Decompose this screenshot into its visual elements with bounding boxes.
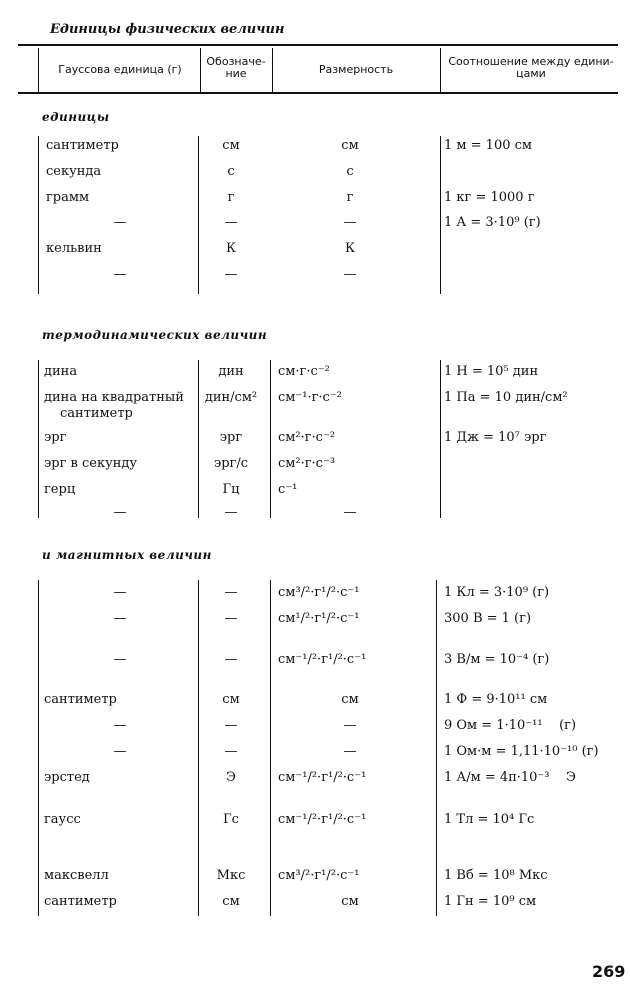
header-col-relation: Соотношение между едини- цами [448,55,614,80]
s3-sep-3 [436,580,437,916]
row-dimension: см⁻¹/²·г¹/²·с⁻¹ [278,652,367,667]
row-relation: 9 Ом = 1·10⁻¹¹ (г) [444,718,577,733]
row-name: эрг [44,430,67,445]
row-dimension: см¹/²·г¹/²·с⁻¹ [278,611,360,626]
row-name: — [113,744,127,759]
section-title-magnetic: и магнитных величин [42,548,212,562]
header-col-dimension: Размерность [318,63,394,76]
row-symbol: эрг [219,430,243,445]
row-dimension: см⁻¹·г·с⁻² [278,390,342,405]
row-symbol: — [224,611,238,626]
row-dimension: К [344,241,356,256]
row-relation: 1 А = 3·10⁹ (г) [444,215,541,230]
row-name: максвелл [44,868,109,883]
row-name: кельвин [46,241,102,256]
row-symbol: эрг/с [213,456,249,471]
row-name: сантиметр [44,894,117,909]
row-dimension: с⁻¹ [278,482,298,497]
row-relation: 1 Кл = 3·10⁹ (г) [444,585,550,600]
row-symbol: — [224,744,238,759]
row-dimension: с [346,164,354,179]
row-relation: 1 кг = 1000 г [444,190,535,205]
row-symbol: г [227,190,235,205]
section-title-thermo: термодинамических величин [42,328,268,342]
row-dimension: — [343,718,357,733]
row-dimension: см²·г·с⁻³ [278,456,336,471]
s2-sep-3 [440,360,441,518]
header-bottom-rule [18,92,618,94]
row-symbol: Мкс [216,868,246,883]
row-symbol: см [222,138,240,153]
row-symbol: дин/см² [204,390,258,405]
row-name: сантиметр [44,692,117,707]
s3-sep-0 [38,580,39,916]
row-relation: 1 Па = 10 дин/см² [444,390,568,405]
row-dimension: см⁻¹/²·г¹/²·с⁻¹ [278,770,367,785]
row-dimension: см³/²·г¹/²·с⁻¹ [278,868,360,883]
row-relation: 3 В/м = 10⁻⁴ (г) [444,652,550,667]
row-symbol: Гс [223,812,239,827]
s2-sep-0 [38,360,39,518]
s1-sep-0 [38,136,39,294]
row-name: — [113,718,127,733]
row-dimension: см⁻¹/²·г¹/²·с⁻¹ [278,812,367,827]
row-dimension: — [343,744,357,759]
row-relation: 1 Ф = 9·10¹¹ см [444,692,548,707]
row-name-cont: сантиметр [60,406,133,421]
row-dimension: г [346,190,354,205]
row-symbol: см [222,692,240,707]
row-dimension: см [341,692,359,707]
row-relation: 1 Н = 10⁵ дин [444,364,539,379]
row-symbol: — [224,652,238,667]
row-dimension: см·г·с⁻² [278,364,330,379]
row-relation: 1 Тл = 10⁴ Гс [444,812,535,827]
row-dimension: см [341,894,359,909]
row-name: герц [44,482,76,497]
row-relation: 300 В = 1 (г) [444,611,532,626]
row-name: секунда [46,164,102,179]
row-symbol: Э [226,770,236,785]
running-title: Единицы физических величин [50,22,285,37]
row-name: — [113,585,127,600]
header-col-gauss-unit: Гауссова единица (г) [58,63,182,76]
row-name: грамм [46,190,90,205]
row-symbol: — [224,718,238,733]
header-top-rule [18,44,618,46]
s3-sep-2 [270,580,271,916]
row-name: — [113,652,127,667]
row-name: сантиметр [46,138,119,153]
row-relation: 1 Вб = 10⁸ Мкс [444,868,548,883]
row-name: дина на квадратный [44,390,184,405]
row-dimension: — [343,505,357,520]
row-symbol: см [222,894,240,909]
row-dimension: см³/²·г¹/²·с⁻¹ [278,585,360,600]
row-name: эрг в секунду [44,456,138,471]
row-dimension: — [343,215,357,230]
row-symbol: с [227,164,235,179]
row-dimension: см²·г·с⁻² [278,430,336,445]
row-symbol: — [224,505,238,520]
row-symbol: — [224,267,238,282]
row-dimension: — [343,267,357,282]
row-symbol: — [224,585,238,600]
section-title-units: единицы [42,110,110,124]
header-sep-0 [38,48,39,92]
row-symbol: дин [218,364,244,379]
row-name: — [113,611,127,626]
row-name: эрстед [44,770,90,785]
row-name: — [113,267,127,282]
s1-sep-2 [440,136,441,294]
row-name: гаусс [44,812,81,827]
row-relation: 1 Ом·м = 1,11·10⁻¹⁰ (г) [444,744,599,759]
row-relation: 1 А/м = 4π·10⁻³ Э [444,770,576,785]
row-name: — [113,215,127,230]
row-dimension: см [341,138,359,153]
row-relation: 1 Дж = 10⁷ эрг [444,430,547,445]
header-col-symbol: Обозначе- ние [206,55,266,80]
s2-sep-2 [270,360,271,518]
row-name: — [113,505,127,520]
row-symbol: Гц [222,482,240,497]
row-relation: 1 Гн = 10⁹ см [444,894,537,909]
row-name: дина [44,364,78,379]
row-symbol: — [224,215,238,230]
row-symbol: К [225,241,237,256]
page-number: 269 [592,962,626,981]
row-relation: 1 м = 100 см [444,138,533,153]
